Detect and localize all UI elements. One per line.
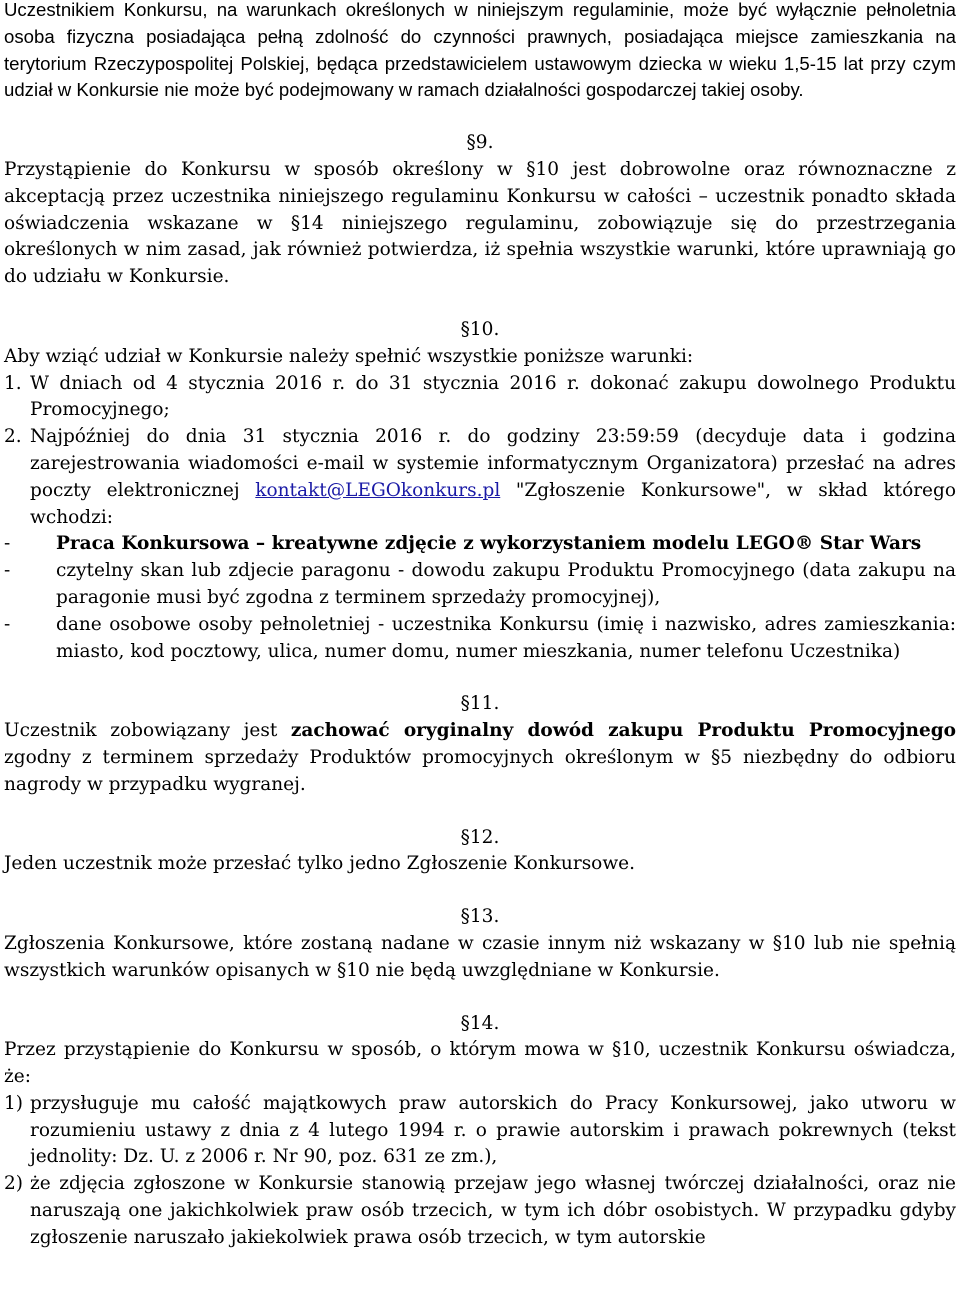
section-10-item-2 xyxy=(4,424,956,531)
section-11-text xyxy=(4,718,956,798)
section-10-bullet-1 xyxy=(4,531,956,558)
section-14-item-1 xyxy=(4,1091,956,1171)
section-11-text-end: zgodny z terminem sprzedaży Produktów promocyjnych określonym w §5 niezbędny do odbioru nagrody w przypadku wygranej. xyxy=(4,746,956,795)
bullet-text: czytelny skan lub zdjecie paragonu - dowodu zakupu Produktu Promocyjnego (data zakupu na paragonie musi być zgodna z terminem sprzedaży promocyjnej), xyxy=(56,560,956,608)
section-13-heading: §13. xyxy=(460,906,500,928)
list-number: 2) xyxy=(4,1173,23,1195)
section-11-emphasis: zachować oryginalny dowód zakupu Produktu Promocyjnego xyxy=(290,720,956,742)
section-9-text: Przystąpienie do Konkursu w sposób określony w §10 jest dobrowolne oraz równoznaczne z akceptacją przez uczestnika niniejszego regulaminu Konkursu w całości – uczestnik ponadto składa oświadczenia wskazane w §14 niniejszego regulaminu, zobowiązuje się do przestrzegania określonych w nim zasad, jak również potwierdza, iż spełnia wszystkie warunki, które uprawniają go do udziału w Konkursie. xyxy=(4,158,956,288)
dash-marker: - xyxy=(4,560,11,582)
section-10-bullet-2 xyxy=(4,558,956,612)
section-14-lead: Przez przystąpienie do Konkursu w sposób, o którym mowa w §10, uczestnik Konkursu oświadcza, że: xyxy=(4,1039,956,1088)
section-10-heading: §10. xyxy=(460,318,500,340)
dash-marker: - xyxy=(4,613,11,635)
dash-marker: - xyxy=(4,533,11,555)
section-11-heading: §11. xyxy=(460,693,500,715)
list-item-text: że zdjęcia zgłoszone w Konkursie stanowią przejaw jego własnej twórczej działalności, oraz nie naruszają one jakichkolwiek praw osób trzecich, w tym ich dóbr osobistych. W przypadku gdyby zgłoszenie naruszało jakiekolwiek prawa osób trzecich, w tym autorskie xyxy=(30,1173,956,1248)
list-item-text: W dniach od 4 stycznia 2016 r. do 31 stycznia 2016 r. dokonać zakupu dowolnego Produktu Promocyjnego; xyxy=(30,372,956,421)
list-item-text xyxy=(30,424,956,531)
section-14-item-2 xyxy=(4,1171,956,1251)
item-2-text-end: "Zgłoszenie Konkursowe", w skład którego wchodzi: xyxy=(30,479,956,528)
section-13-text: Zgłoszenia Konkursowe, które zostaną nadane w czasie innym niż wskazany w §10 lub nie spełnią wszystkich warunków opisanych w §10 nie będą uwzględniane w Konkursie. xyxy=(4,932,956,981)
list-item-text: przysługuje mu całość majątkowych praw autorskich do Pracy Konkursowej, jako utworu w rozumieniu ustawy z dnia z 4 lutego 1994 r. o prawie autorskim i prawach pokrewnych (tekst jednolity: Dz. U. z 2006 r. Nr 90, poz. 631 ze zm.), xyxy=(30,1092,956,1168)
section-14-heading: §14. xyxy=(460,1012,500,1034)
list-number: 1) xyxy=(4,1092,23,1114)
item-2-text-start: Najpóźniej do dnia 31 stycznia 2016 r. do godziny 23:59:59 (decyduje data i godzina zarejestrowania wiadomości e-mail w systemie informatycznym Organizatora) przesłać na adres poczty elektronicznej xyxy=(30,426,956,501)
section-10-item-1 xyxy=(4,371,956,425)
section-12-heading: §12. xyxy=(460,826,500,848)
email-link[interactable]: kontakt@LEGOkonkurs.pl xyxy=(255,479,501,501)
list-number: 1. xyxy=(4,372,22,394)
section-10-bullet-3 xyxy=(4,612,956,666)
bullet-text: dane osobowe osoby pełnoletniej - uczestnika Konkursu (imię i nazwisko, adres zamieszkania: miasto, kod pocztowy, ulica, numer domu, numer mieszkania, numer telefonu Uczestnika) xyxy=(56,613,956,662)
section-11-text-start: Uczestnik zobowiązany jest xyxy=(4,720,291,742)
bullet-text: Praca Konkursowa – kreatywne zdjęcie z wykorzystaniem modelu LEGO® Star Wars xyxy=(56,533,922,555)
intro-paragraph: Uczestnikiem Konkursu, na warunkach określonych w niniejszym regulaminie, może być wyłącznie pełnoletnia osoba fizyczna posiadająca pełną zdolność do czynności prawnych, posiadająca miejsce zamieszkania na terytorium Rzeczypospolitej Polskiej, będąca przedstawicielem ustawowym dziecka w wieku 1,5-15 lat przy czym udział w Konkursie nie może być podejmowany w ramach działalności gospodarczej takiej osoby. xyxy=(4,0,956,101)
section-9-heading: §9. xyxy=(466,132,494,154)
section-10-lead: Aby wziąć udział w Konkursie należy spełnić wszystkie poniższe warunki: xyxy=(4,345,694,367)
list-number: 2. xyxy=(4,426,22,448)
section-12-text: Jeden uczestnik może przesłać tylko jedno Zgłoszenie Konkursowe. xyxy=(4,853,635,875)
